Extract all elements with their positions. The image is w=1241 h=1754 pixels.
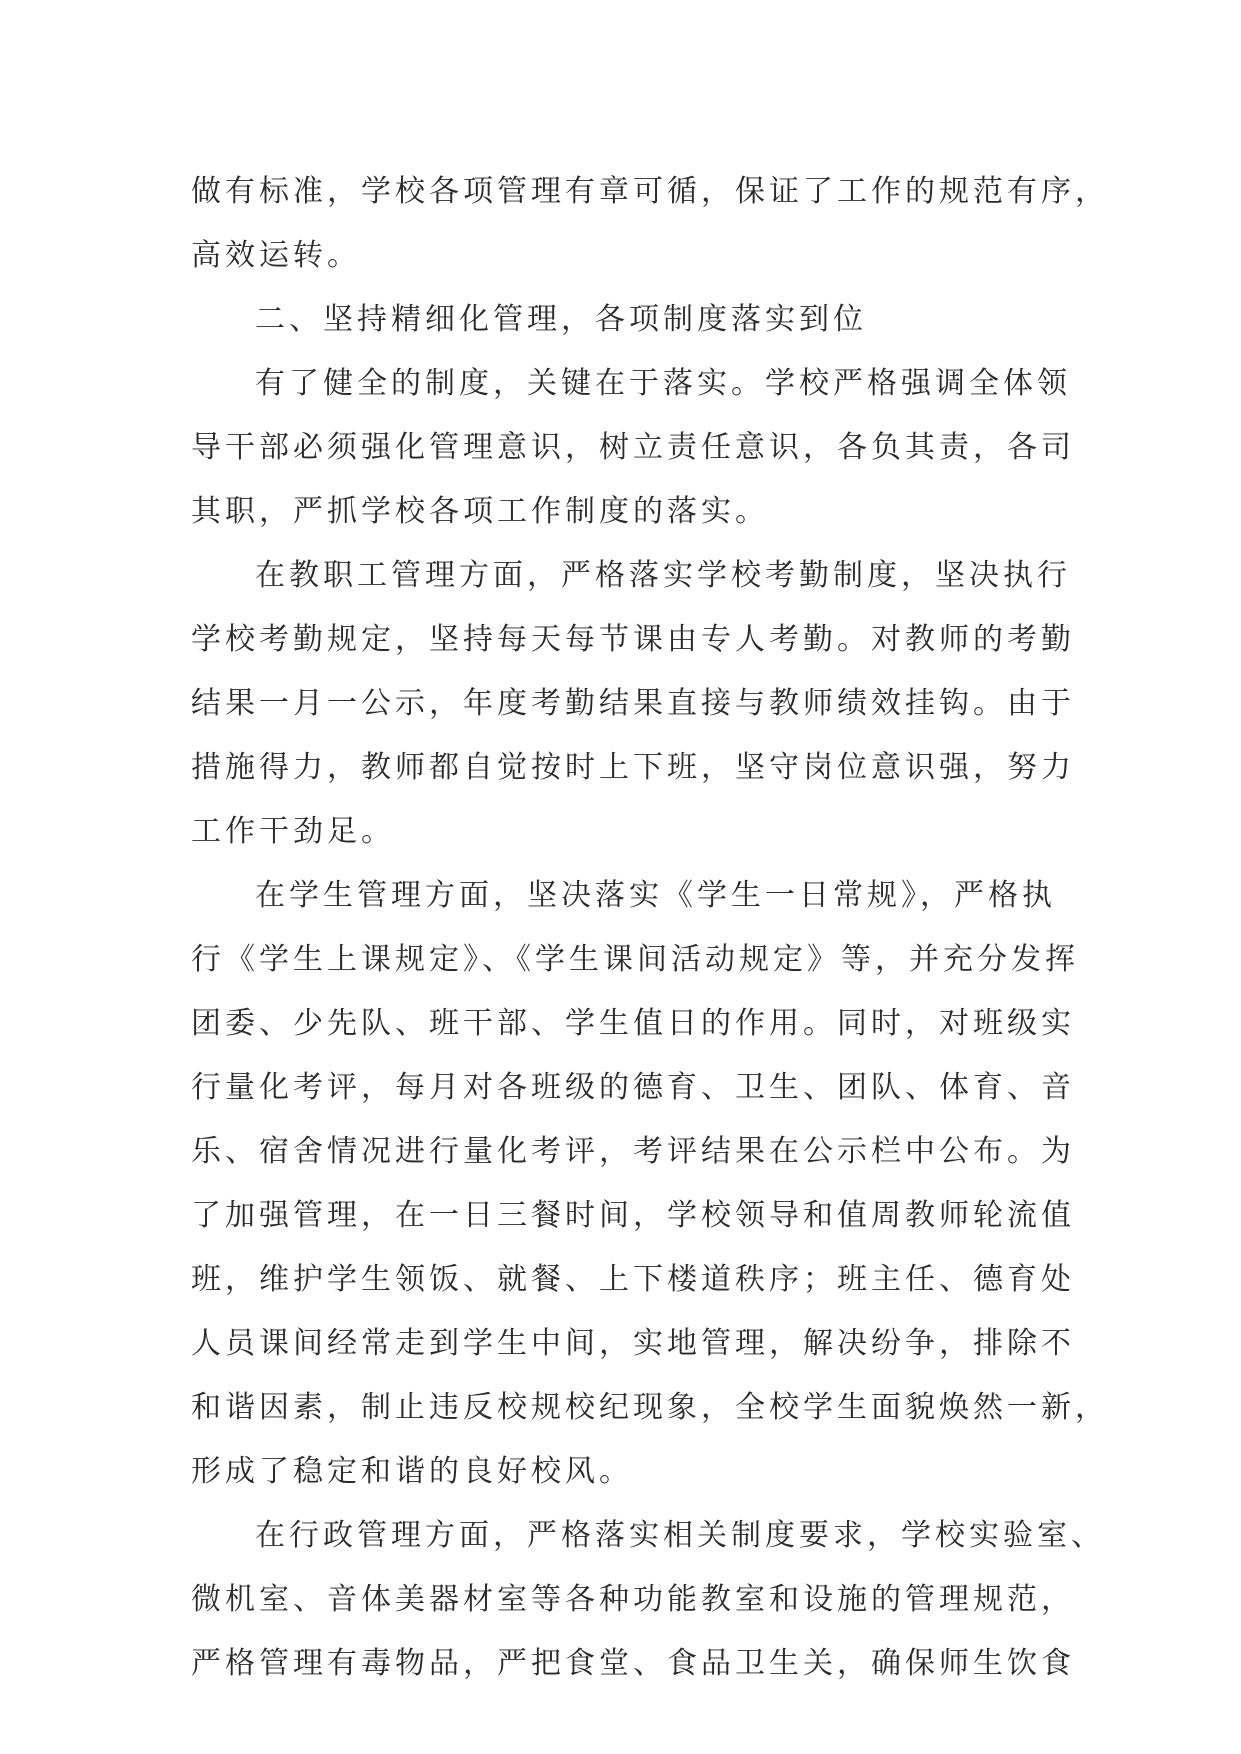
- text-line: 严格管理有毒物品，严把食堂、食品卫生关，确保师生饮食: [191, 1646, 1075, 1681]
- text-line: 和谐因素，制止违反校规校纪现象，全校学生面貌焕然一新，: [191, 1390, 1109, 1425]
- paragraph-start-line: 有了健全的制度，关键在于落实。学校严格强调全体领: [255, 366, 1071, 401]
- text-line: 形成了稳定和谐的良好校风。: [191, 1454, 633, 1489]
- text-line: 人员课间经常走到学生中间，实地管理，解决纷争，排除不: [191, 1326, 1075, 1361]
- document-body: [191, 160, 1109, 1696]
- text-line: 班，维护学生领饭、就餐、上下楼道秩序；班主任、德育处: [191, 1262, 1075, 1297]
- text-line: 行《学生上课规定》、《学生课间活动规定》等，并充分发挥: [191, 942, 1079, 977]
- paragraph-start-line: 在行政管理方面，严格落实相关制度要求，学校实验室、: [255, 1518, 1105, 1553]
- paragraph-start-line: 在教职工管理方面，严格落实学校考勤制度，坚决执行: [255, 558, 1071, 593]
- text-line: 学校考勤规定，坚持每天每节课由专人考勤。对教师的考勤: [191, 622, 1075, 657]
- text-line: 行量化考评，每月对各班级的德育、卫生、团队、体育、音: [191, 1070, 1075, 1105]
- text-line: 了加强管理，在一日三餐时间，学校领导和值周教师轮流值: [191, 1198, 1075, 1233]
- text-line: 乐、宿舍情况进行量化考评，考评结果在公示栏中公布。为: [191, 1134, 1075, 1169]
- text-line: 导干部必须强化管理意识，树立责任意识，各负其责，各司: [191, 430, 1075, 465]
- text-line: 高效运转。: [191, 238, 361, 273]
- section-heading: 二、坚持精细化管理，各项制度落实到位: [255, 302, 867, 337]
- text-line: 其职，严抓学校各项工作制度的落实。: [191, 494, 769, 529]
- text-line: 措施得力，教师都自觉按时上下班，坚守岗位意识强，努力: [191, 750, 1075, 785]
- text-line: 团委、少先队、班干部、学生值日的作用。同时，对班级实: [191, 1006, 1075, 1041]
- paragraph-start-line: 在学生管理方面，坚决落实《学生一日常规》，严格执: [255, 878, 1056, 913]
- text-line: 工作干劲足。: [191, 814, 395, 849]
- text-line: 微机室、音体美器材室等各种功能教室和设施的管理规范，: [191, 1582, 1075, 1617]
- text-line: 结果一月一公示，年度考勤结果直接与教师绩效挂钩。由于: [191, 686, 1075, 721]
- text-line: 做有标准，学校各项管理有章可循，保证了工作的规范有序，: [191, 174, 1109, 209]
